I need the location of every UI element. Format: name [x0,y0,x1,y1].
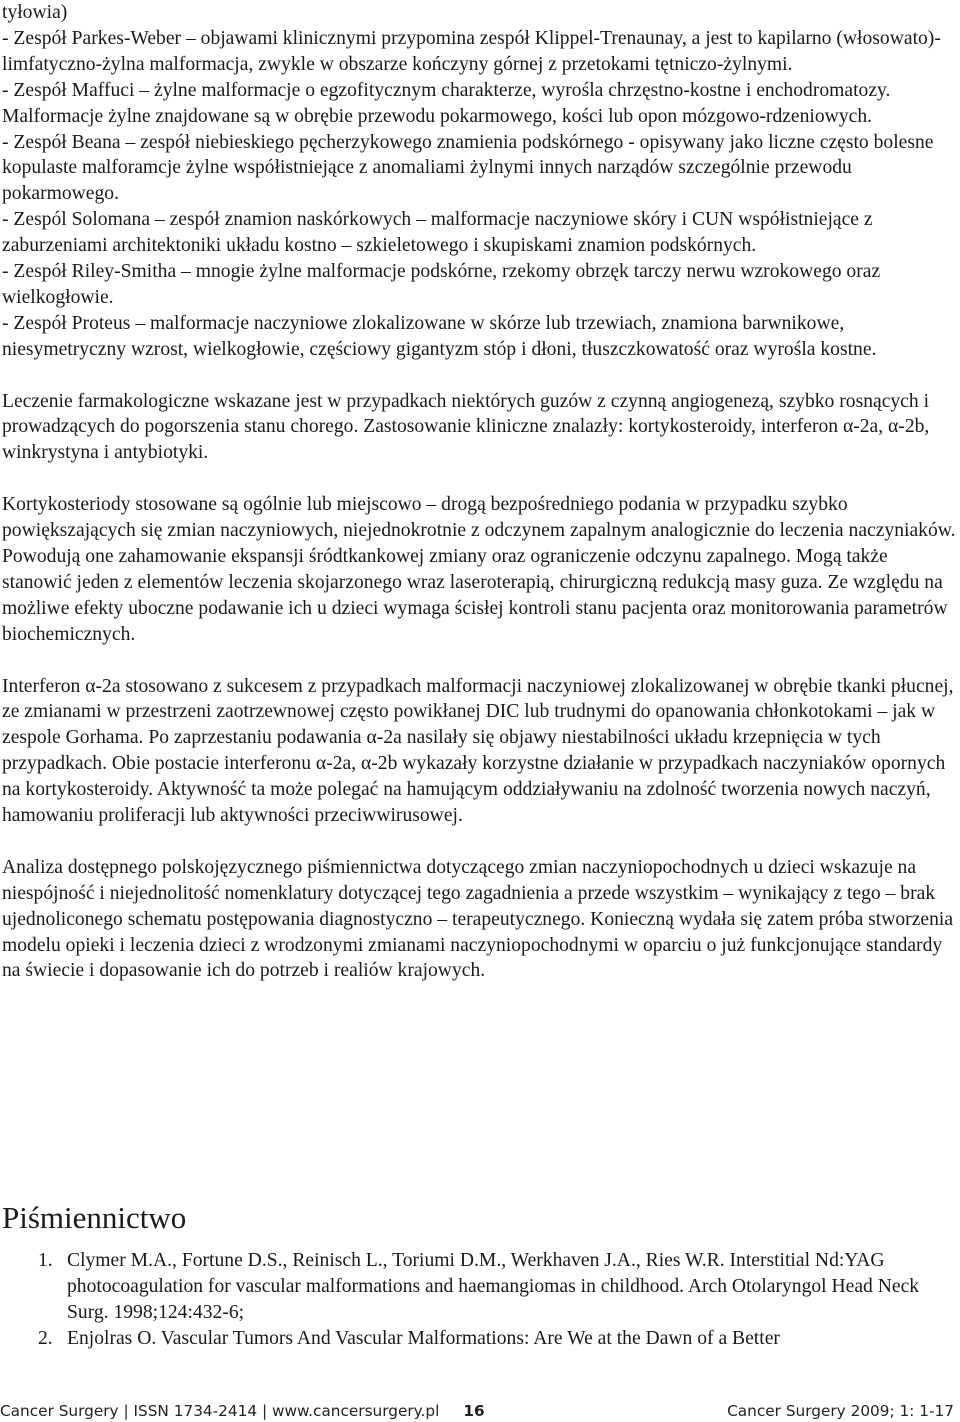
reference-item [0,1326,940,1352]
paragraph-gap [2,466,958,492]
footer-citation: Cancer Surgery 2009; 1: 1-17 [727,1402,954,1420]
page-number: 16 [463,1402,485,1420]
paragraph-gap [2,829,958,855]
reference-text: Clymer M.A., Fortune D.S., Reinisch L., Toriumi D.M., Werkhaven J.A., Ries W.R. Interstitial Nd:YAG photocoagulation for vascular malformations and haemangiomas in childhood. Arch Otolaryngol Head Neck Surg. 1998;124:432-6; [67,1250,920,1323]
reference-number: 1. [38,1250,53,1271]
syndrome-parkes-weber: - Zespół Parkes-Weber – objawami klinicznymi przypomina zespół Klippel-Trenaunay, a jest to kapilarno (włosowato)-limfatyczno-żylna malformacja, zwykle w obszarze kończyny górnej z przetokami tętniczo-żylnymi. [2,27,941,75]
syndrome-beana: - Zespół Beana – zespół niebieskiego pęcherzykowego znamienia podskórnego - opisywany jako liczne często bolesne kopulaste malforamcje żylne współistniejące z anomaliami żylnymi innych narządów szczególnie przewodu pokarmowego. [2,131,934,205]
paragraph-gap [2,648,958,674]
references-list [0,1248,940,1352]
syndrome-text-continuation: tyłowia) [2,2,68,23]
reference-number: 2. [38,1327,53,1349]
syndrome-riley-smitha: - Zespół Riley-Smitha – mnogie żylne malformacje podskórne, rzekomy obrzęk tarczy nerwu wzrokowego oraz wielkogłowie. [2,261,881,308]
footer-left [0,1401,485,1421]
footer-journal-info: Cancer Surgery | ISSN 1734-2414 | www.cancersurgery.pl [0,1402,440,1420]
paragraph-gap [2,363,958,389]
references-heading: Piśmiennictwo [2,1200,187,1235]
paragraph-interferon: Interferon α-2a stosowano z sukcesem z przypadkach malformacji naczyniowej zlokalizowanej w obrębie tkanki płucnej, ze zmianami w przestrzeni zaotrzewnowej często powikłanej DIC lub trudnymi do opanowania chłonkotokami – jak w zespole Gorhama. Po zaprzestaniu podawania α-2a nasilały się objawy niestabilności układu krzepnięcia w tych przypadkach. Obie postacie interferonu α-2a, α-2b wykazały korzystne działanie w przypadkach naczyniaków opornych na kortykosteroidy. Aktywność ta może polegać na hamującym oddziaływaniu na zdolność tworzenia nowych naczyń, hamowaniu proliferacji lub aktywności przeciwwirusowej. [2,675,954,827]
paragraph-literature-analysis: Analiza dostępnego polskojęzycznego piśmiennictwa dotyczącego zmian naczyniopochodnych u dzieci wskazuje na niespójność i niejednolitość nomenklatury dotyczącej tego zagadnienia a przede wszystkim – wynikający z tego – brak ujednoliconego schematu postępowania diagnostyczno – terapeutycznego. Konieczną wydała się zatem próba stworzenia modelu opieki i leczenia dzieci z wrodzonymi zmianami naczyniopochodnymi w oparciu o już funkcjonujące standardy na świecie i dopasowanie ich do potrzeb i realiów krajowych. [2,856,954,982]
page-footer [0,1401,960,1421]
syndrome-maffuci: - Zespół Maffuci – żylne malformacje o egzofitycznym charakterze, wyrośla chrzęstno-kostne i enchodromatozy. Malformacje żylne znajdowane są w obrębie przewodu pokarmowego, kości lub opon mózgowo-rdzeniowych. [2,79,891,127]
article-body [2,0,958,984]
syndrome-solomana: - Zespól Solomana – zespół znamion naskórkowych – malformacje naczyniowe skóry i CUN współistniejące z zaburzeniami architektoniki układu kostno – szkieletowego i skupiskami znamion podskórnych. [2,209,873,257]
reference-text: Enjolras O. Vascular Tumors And Vascular Malformations: Are We at the Dawn of a Better [67,1327,780,1349]
paragraph-pharmacological-treatment: Leczenie farmakologiczne wskazane jest w przypadkach niektórych guzów z czynną angiogenezą, szybko rosnących i prowadzących do pogorszenia stanu chorego. Zastosowanie kliniczne znalazły: kortykosteroidy, interferon α-2a, α-2b, winkrystyna i antybiotyki. [2,390,930,464]
reference-item [0,1248,940,1326]
syndrome-proteus: - Zespół Proteus – malformacje naczyniowe zlokalizowane w skórze lub trzewiach, znamiona barwnikowe, niesymetryczny wzrost, wielkogłowie, częściowy gigantyzm stóp i dłoni, tłuszczkowatość oraz wyrośla kostne. [2,312,877,360]
paragraph-corticosteroids: Kortykosteriody stosowane są ogólnie lub miejscowo – drogą bezpośredniego podania w przypadku szybko powiększających się zmian naczyniowych, niejednokrotnie z odczynem zapalnym analogicznie do leczenia naczyniaków. Powodują one zahamowanie ekspansji śródtkankowej zmiany oraz ograniczenie odczynu zapalnego. Mogą także stanowić jeden z elementów leczenia skojarzonego wraz laseroterapią, chirurgiczną redukcją masy guza. Ze względu na możliwe efekty uboczne podawanie ich u dzieci wymaga ścisłej kontroli stanu pacjenta oraz monitorowania parametrów biochemicznych. [2,494,956,645]
